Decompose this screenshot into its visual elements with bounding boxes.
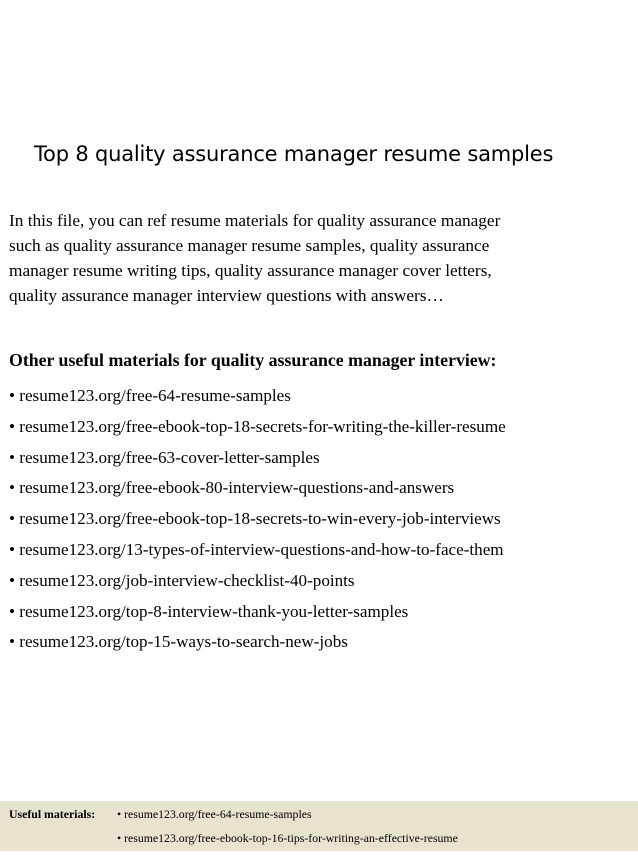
intro-line: such as quality assurance manager resume samples, quality assurance (9, 236, 490, 255)
list-item-link[interactable]: • resume123.org/free-ebook-top-18-secrets-for-writing-the-killer-resume (9, 416, 506, 436)
list-item-link[interactable]: • resume123.org/free-64-resume-samples (9, 386, 291, 405)
intro-line: In this file, you can ref resume materials for quality assurance manager (9, 211, 501, 230)
footer-link[interactable]: • resume123.org/free-64-resume-samples (117, 807, 312, 821)
list-item-link[interactable]: • resume123.org/top-8-interview-thank-you-letter-samples (9, 601, 409, 621)
intro-line: manager resume writing tips, quality assurance manager cover letters, (9, 261, 492, 280)
list-item-link[interactable]: • resume123.org/free-ebook-80-interview-questions-and-answers (9, 478, 455, 498)
footer-bar (0, 801, 638, 851)
footer-link-list (117, 807, 458, 855)
materials-link-list (9, 381, 637, 658)
list-item-link[interactable]: • resume123.org/13-types-of-interview-questions-and-how-to-face-them (9, 539, 504, 559)
page-title: Top 8 quality assurance manager resume samples (34, 142, 554, 166)
list-item-link[interactable]: • resume123.org/job-interview-checklist-40-points (9, 570, 355, 590)
list-item-link[interactable]: • resume123.org/free-63-cover-letter-samples (9, 447, 320, 467)
materials-heading: Other useful materials for quality assurance manager interview: (9, 350, 497, 370)
list-item-link[interactable]: • resume123.org/top-15-ways-to-search-new-jobs (9, 632, 348, 652)
intro-paragraph (9, 208, 629, 308)
footer-label: Useful materials: (9, 807, 96, 821)
footer-link[interactable]: • resume123.org/free-ebook-top-16-tips-for-writing-an-effective-resume (117, 831, 458, 845)
intro-line: quality assurance manager interview questions with answers… (9, 286, 444, 305)
list-item-link[interactable]: • resume123.org/free-ebook-top-18-secrets-to-win-every-job-interviews (9, 509, 501, 529)
